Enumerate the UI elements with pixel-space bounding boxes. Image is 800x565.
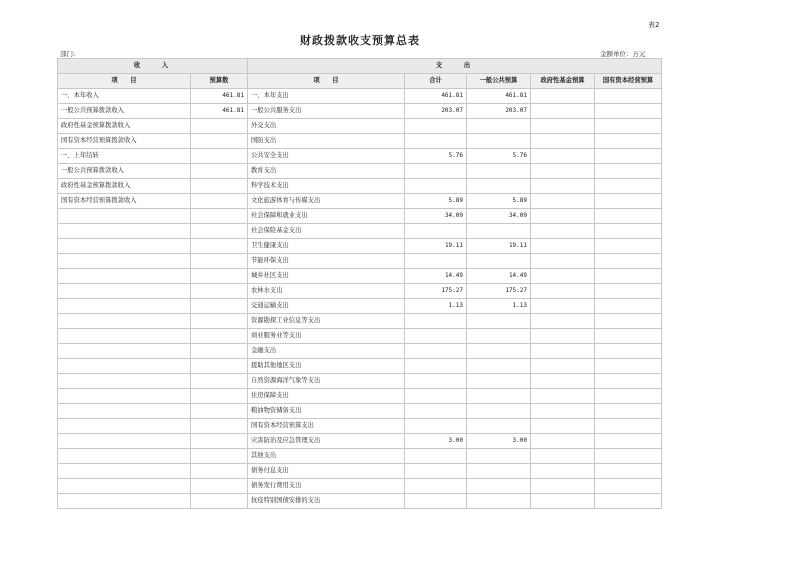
income-item-cell (58, 224, 191, 239)
gov-fund-cell (531, 329, 595, 344)
income-item-cell: 国有资本经营预算拨款收入 (58, 194, 191, 209)
general-budget-cell (467, 179, 531, 194)
gov-fund-cell (531, 404, 595, 419)
income-item-cell (58, 284, 191, 299)
general-budget-cell: 461.81 (467, 89, 531, 104)
col-income-budget: 预算数 (191, 74, 248, 89)
col-income-item: 项 目 (58, 74, 191, 89)
general-budget-cell (467, 164, 531, 179)
total-cell: 175.27 (405, 284, 467, 299)
gov-fund-cell (531, 269, 595, 284)
income-item-cell (58, 209, 191, 224)
state-capital-cell (595, 494, 662, 509)
income-item-cell (58, 269, 191, 284)
income-budget-cell (191, 329, 248, 344)
gov-fund-cell (531, 194, 595, 209)
general-budget-cell (467, 494, 531, 509)
amount-unit-label: 金额单位：万元 (600, 50, 646, 58)
state-capital-cell (595, 404, 662, 419)
expense-item-cell: 社会保障和就业支出 (248, 209, 405, 224)
total-cell (405, 419, 467, 434)
income-budget-cell: 461.81 (191, 89, 248, 104)
total-cell (405, 359, 467, 374)
expense-item-cell: 粮油物资储备支出 (248, 404, 405, 419)
state-capital-cell (595, 239, 662, 254)
col-gov-fund-budget: 政府性基金预算 (531, 74, 595, 89)
income-item-cell (58, 359, 191, 374)
state-capital-cell (595, 254, 662, 269)
state-capital-cell (595, 194, 662, 209)
state-capital-cell (595, 284, 662, 299)
total-cell (405, 449, 467, 464)
table-row (58, 299, 662, 314)
total-cell (405, 179, 467, 194)
income-budget-cell (191, 149, 248, 164)
gov-fund-cell (531, 119, 595, 134)
gov-fund-cell (531, 494, 595, 509)
table-row (58, 164, 662, 179)
expense-item-cell: 教育支出 (248, 164, 405, 179)
gov-fund-cell (531, 284, 595, 299)
table-row (58, 224, 662, 239)
gov-fund-cell (531, 419, 595, 434)
income-item-cell: 政府性基金预算拨款收入 (58, 179, 191, 194)
general-budget-cell (467, 419, 531, 434)
table-row (58, 314, 662, 329)
income-item-cell (58, 344, 191, 359)
gov-fund-cell (531, 209, 595, 224)
income-budget-cell (191, 344, 248, 359)
gov-fund-cell (531, 224, 595, 239)
general-budget-cell (467, 404, 531, 419)
gov-fund-cell (531, 239, 595, 254)
income-budget-cell (191, 269, 248, 284)
state-capital-cell (595, 419, 662, 434)
expense-item-cell: 国有资本经营预算支出 (248, 419, 405, 434)
expense-item-cell: 农林水支出 (248, 284, 405, 299)
total-cell (405, 134, 467, 149)
general-budget-cell (467, 464, 531, 479)
income-budget-cell (191, 179, 248, 194)
total-cell: 19.11 (405, 239, 467, 254)
general-budget-cell: 5.89 (467, 194, 531, 209)
total-cell (405, 119, 467, 134)
gov-fund-cell (531, 134, 595, 149)
general-budget-cell: 14.49 (467, 269, 531, 284)
general-budget-cell (467, 344, 531, 359)
income-item-cell (58, 479, 191, 494)
state-capital-cell (595, 449, 662, 464)
general-budget-cell (467, 134, 531, 149)
income-item-cell (58, 254, 191, 269)
table-row (58, 194, 662, 209)
total-cell: 3.00 (405, 434, 467, 449)
income-budget-cell (191, 134, 248, 149)
col-general-budget: 一般公共预算 (467, 74, 531, 89)
total-cell: 1.13 (405, 299, 467, 314)
income-budget-cell: 461.81 (191, 104, 248, 119)
income-item-cell (58, 389, 191, 404)
page-title: 财政拨款收支预算总表 (300, 34, 420, 47)
total-cell (405, 479, 467, 494)
expense-item-cell: 一般公共服务支出 (248, 104, 405, 119)
total-cell (405, 494, 467, 509)
gov-fund-cell (531, 89, 595, 104)
total-cell (405, 464, 467, 479)
total-cell (405, 314, 467, 329)
table-row (58, 494, 662, 509)
table-row (58, 389, 662, 404)
general-budget-cell: 19.11 (467, 239, 531, 254)
general-budget-cell: 34.09 (467, 209, 531, 224)
table-row (58, 434, 662, 449)
col-state-capital-budget: 国有资本经营预算 (595, 74, 662, 89)
department-label: 部门: (60, 50, 76, 58)
col-total: 合计 (405, 74, 467, 89)
table-body (58, 59, 662, 509)
expense-item-cell: 节能环保支出 (248, 254, 405, 269)
income-budget-cell (191, 284, 248, 299)
total-cell: 34.09 (405, 209, 467, 224)
expense-item-cell: 债务发行费用支出 (248, 479, 405, 494)
general-budget-cell (467, 224, 531, 239)
gov-fund-cell (531, 374, 595, 389)
income-item-cell: 一、本年收入 (58, 89, 191, 104)
income-budget-cell (191, 464, 248, 479)
table-row (58, 344, 662, 359)
income-item-cell: 一、上年结转 (58, 149, 191, 164)
state-capital-cell (595, 329, 662, 344)
table-row (58, 479, 662, 494)
total-cell (405, 344, 467, 359)
gov-fund-cell (531, 359, 595, 374)
total-cell (405, 389, 467, 404)
income-item-cell (58, 419, 191, 434)
expense-item-cell: 援助其他地区支出 (248, 359, 405, 374)
table-row (58, 179, 662, 194)
income-item-cell (58, 314, 191, 329)
table-row (58, 254, 662, 269)
income-item-cell (58, 494, 191, 509)
total-cell: 461.81 (405, 89, 467, 104)
expense-item-cell: 其他支出 (248, 449, 405, 464)
header-row-group (58, 59, 662, 74)
table-row (58, 449, 662, 464)
total-cell (405, 224, 467, 239)
table-row (58, 359, 662, 374)
expense-item-cell: 社会保险基金支出 (248, 224, 405, 239)
general-budget-cell: 175.27 (467, 284, 531, 299)
expense-item-cell: 灾害防治及应急管理支出 (248, 434, 405, 449)
state-capital-cell (595, 224, 662, 239)
income-budget-cell (191, 314, 248, 329)
income-budget-cell (191, 494, 248, 509)
general-budget-cell (467, 329, 531, 344)
total-cell (405, 254, 467, 269)
general-budget-cell (467, 374, 531, 389)
income-item-cell (58, 404, 191, 419)
general-budget-cell (467, 119, 531, 134)
table-row (58, 209, 662, 224)
table-number: 表2 (648, 21, 660, 29)
expense-item-cell: 债务付息支出 (248, 464, 405, 479)
table-row (58, 284, 662, 299)
gov-fund-cell (531, 179, 595, 194)
general-budget-cell (467, 359, 531, 374)
state-capital-cell (595, 434, 662, 449)
general-budget-cell (467, 479, 531, 494)
total-cell: 203.07 (405, 104, 467, 119)
income-item-cell (58, 299, 191, 314)
gov-fund-cell (531, 389, 595, 404)
budget-table (57, 58, 662, 509)
expense-item-cell: 外交支出 (248, 119, 405, 134)
income-item-cell: 政府性基金预算拨款收入 (58, 119, 191, 134)
income-budget-cell (191, 239, 248, 254)
income-item-cell (58, 464, 191, 479)
income-budget-cell (191, 209, 248, 224)
state-capital-cell (595, 89, 662, 104)
table-row (58, 404, 662, 419)
table-row (58, 104, 662, 119)
expense-item-cell: 科学技术支出 (248, 179, 405, 194)
state-capital-cell (595, 359, 662, 374)
table-row (58, 149, 662, 164)
expense-item-cell: 国防支出 (248, 134, 405, 149)
income-budget-cell (191, 434, 248, 449)
income-budget-cell (191, 119, 248, 134)
table-row (58, 269, 662, 284)
table-row (58, 464, 662, 479)
income-budget-cell (191, 449, 248, 464)
gov-fund-cell (531, 254, 595, 269)
total-cell: 5.76 (405, 149, 467, 164)
expense-item-cell: 抗疫特别国债安排的支出 (248, 494, 405, 509)
expense-item-cell: 公共安全支出 (248, 149, 405, 164)
total-cell: 5.89 (405, 194, 467, 209)
table-row (58, 329, 662, 344)
expense-item-cell: 一、本年支出 (248, 89, 405, 104)
general-budget-cell (467, 389, 531, 404)
gov-fund-cell (531, 299, 595, 314)
table-row (58, 134, 662, 149)
income-item-cell (58, 374, 191, 389)
table-row (58, 119, 662, 134)
state-capital-cell (595, 164, 662, 179)
col-expense-item: 项 目 (248, 74, 405, 89)
expense-item-cell: 金融支出 (248, 344, 405, 359)
income-budget-cell (191, 479, 248, 494)
income-item-cell (58, 239, 191, 254)
total-cell (405, 329, 467, 344)
general-budget-cell (467, 449, 531, 464)
gov-fund-cell (531, 464, 595, 479)
expense-item-cell: 文化旅游体育与传媒支出 (248, 194, 405, 209)
expense-item-cell: 交通运输支出 (248, 299, 405, 314)
state-capital-cell (595, 479, 662, 494)
expense-header: 支 出 (248, 59, 662, 74)
income-budget-cell (191, 419, 248, 434)
gov-fund-cell (531, 149, 595, 164)
state-capital-cell (595, 209, 662, 224)
state-capital-cell (595, 134, 662, 149)
expense-item-cell: 住房保障支出 (248, 389, 405, 404)
gov-fund-cell (531, 164, 595, 179)
table-row (58, 89, 662, 104)
gov-fund-cell (531, 449, 595, 464)
state-capital-cell (595, 149, 662, 164)
general-budget-cell (467, 314, 531, 329)
income-item-cell: 一般公共预算拨款收入 (58, 104, 191, 119)
income-item-cell (58, 449, 191, 464)
general-budget-cell (467, 254, 531, 269)
income-budget-cell (191, 404, 248, 419)
income-header: 收 入 (58, 59, 248, 74)
state-capital-cell (595, 119, 662, 134)
expense-item-cell: 商业服务业等支出 (248, 329, 405, 344)
income-item-cell (58, 434, 191, 449)
expense-item-cell: 卫生健康支出 (248, 239, 405, 254)
income-budget-cell (191, 194, 248, 209)
income-budget-cell (191, 389, 248, 404)
gov-fund-cell (531, 344, 595, 359)
income-budget-cell (191, 374, 248, 389)
total-cell: 14.49 (405, 269, 467, 284)
state-capital-cell (595, 104, 662, 119)
state-capital-cell (595, 269, 662, 284)
total-cell (405, 374, 467, 389)
income-budget-cell (191, 224, 248, 239)
state-capital-cell (595, 299, 662, 314)
header-row-columns (58, 74, 662, 89)
table-row (58, 419, 662, 434)
general-budget-cell: 203.07 (467, 104, 531, 119)
state-capital-cell (595, 374, 662, 389)
total-cell (405, 164, 467, 179)
total-cell (405, 404, 467, 419)
expense-item-cell: 城乡社区支出 (248, 269, 405, 284)
income-item-cell: 一般公共预算拨款收入 (58, 164, 191, 179)
general-budget-cell: 1.13 (467, 299, 531, 314)
general-budget-cell: 5.76 (467, 149, 531, 164)
expense-item-cell: 自然资源海洋气象等支出 (248, 374, 405, 389)
gov-fund-cell (531, 434, 595, 449)
expense-item-cell: 资源勘探工业信息等支出 (248, 314, 405, 329)
income-item-cell (58, 329, 191, 344)
general-budget-cell: 3.00 (467, 434, 531, 449)
income-item-cell: 国有资本经营预算拨款收入 (58, 134, 191, 149)
state-capital-cell (595, 344, 662, 359)
gov-fund-cell (531, 479, 595, 494)
state-capital-cell (595, 314, 662, 329)
income-budget-cell (191, 254, 248, 269)
gov-fund-cell (531, 314, 595, 329)
income-budget-cell (191, 359, 248, 374)
gov-fund-cell (531, 104, 595, 119)
income-budget-cell (191, 164, 248, 179)
income-budget-cell (191, 299, 248, 314)
table-row (58, 239, 662, 254)
table-row (58, 374, 662, 389)
state-capital-cell (595, 464, 662, 479)
state-capital-cell (595, 389, 662, 404)
state-capital-cell (595, 179, 662, 194)
